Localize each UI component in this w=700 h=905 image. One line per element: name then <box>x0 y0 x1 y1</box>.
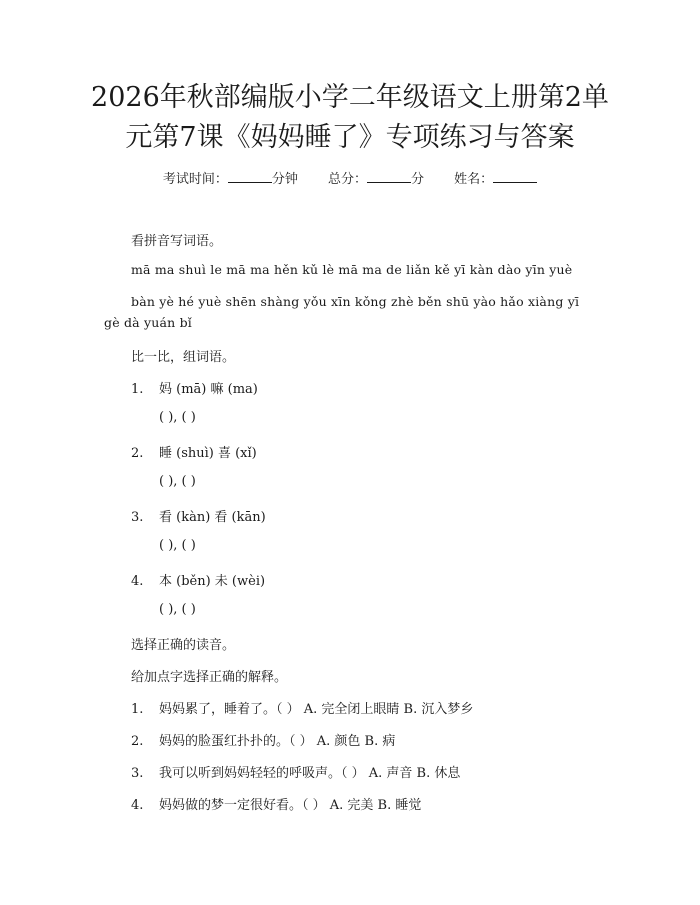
compare-item-text: 看 (kàn) 看 (kān) <box>159 510 266 525</box>
compare-item-2 <box>131 442 257 461</box>
explanation-item-4 <box>131 794 421 813</box>
compare-item-3-blanks: ( ), ( ) <box>159 538 196 553</box>
total-score-blank <box>367 170 411 183</box>
compare-item-1-blanks: ( ), ( ) <box>159 410 196 425</box>
student-name-blank <box>493 170 537 183</box>
total-score-unit: 分 <box>411 172 425 187</box>
section-heading-pinyin: 看拼音写词语。 <box>131 234 223 249</box>
explanation-item-text: 妈妈的脸蛋红扑扑的。（ ） A. 颜色 B. 病 <box>159 734 396 749</box>
compare-item-1 <box>131 378 258 397</box>
section-heading-pronunciation: 选择正确的读音。 <box>131 638 236 653</box>
exam-info <box>0 168 700 187</box>
compare-item-number: 3. <box>131 510 144 525</box>
exam-time-label: 考试时间： <box>162 172 228 187</box>
pinyin-line-2: bàn yè hé yuè shēn shàng yǒu xīn kǒng zhè běn shū yào hǎo xiàng yī <box>131 294 580 309</box>
student-name <box>454 172 537 187</box>
explanation-item-number: 3. <box>131 766 144 781</box>
explanation-item-1 <box>131 698 473 717</box>
compare-item-number: 2. <box>131 446 144 461</box>
compare-item-text: 妈 (mā) 嘛 (ma) <box>159 382 258 397</box>
explanation-item-text: 妈妈累了，睡着了。（ ） A. 完全闭上眼睛 B. 沉入梦乡 <box>159 702 474 717</box>
pinyin-line-3: gè dà yuán bǐ <box>104 315 192 330</box>
total-score-label: 总分： <box>327 172 367 187</box>
compare-item-number: 4. <box>131 574 144 589</box>
section-heading-explanation: 给加点字选择正确的解释。 <box>131 670 288 685</box>
explanation-item-3 <box>131 762 460 781</box>
compare-item-text: 本 (běn) 未 (wèi) <box>159 574 266 589</box>
document-title <box>90 78 610 158</box>
compare-item-4-blanks: ( ), ( ) <box>159 602 196 617</box>
explanation-item-number: 4. <box>131 798 144 813</box>
explanation-item-number: 1. <box>131 702 144 717</box>
explanation-item-2 <box>131 730 395 749</box>
explanation-item-text: 妈妈做的梦一定很好看。（ ） A. 完美 B. 睡觉 <box>159 798 422 813</box>
explanation-item-text: 我可以听到妈妈轻轻的呼吸声。（ ） A. 声音 B. 休息 <box>159 766 461 781</box>
compare-item-text: 睡 (shuì) 喜 (xǐ) <box>159 446 257 461</box>
section-heading-compare: 比一比，组词语。 <box>131 350 236 365</box>
compare-item-4 <box>131 570 265 589</box>
compare-item-number: 1. <box>131 382 144 397</box>
student-name-label: 姓名： <box>454 172 494 187</box>
title-line-1: 2026年秋部编版小学二年级语文上册第2单 <box>91 82 609 113</box>
compare-item-3 <box>131 506 266 525</box>
compare-item-2-blanks: ( ), ( ) <box>159 474 196 489</box>
explanation-item-number: 2. <box>131 734 144 749</box>
exam-time-blank <box>228 170 272 183</box>
total-score <box>328 172 424 187</box>
title-line-2: 元第7课《妈妈睡了》专项练习与答案 <box>125 122 575 153</box>
pinyin-line-1: mā ma shuì le mā ma hěn kǔ lè mā ma de liǎn kě yī kàn dào yīn yuè <box>131 262 573 277</box>
exam-time <box>163 172 298 187</box>
exam-time-unit: 分钟 <box>271 172 298 187</box>
